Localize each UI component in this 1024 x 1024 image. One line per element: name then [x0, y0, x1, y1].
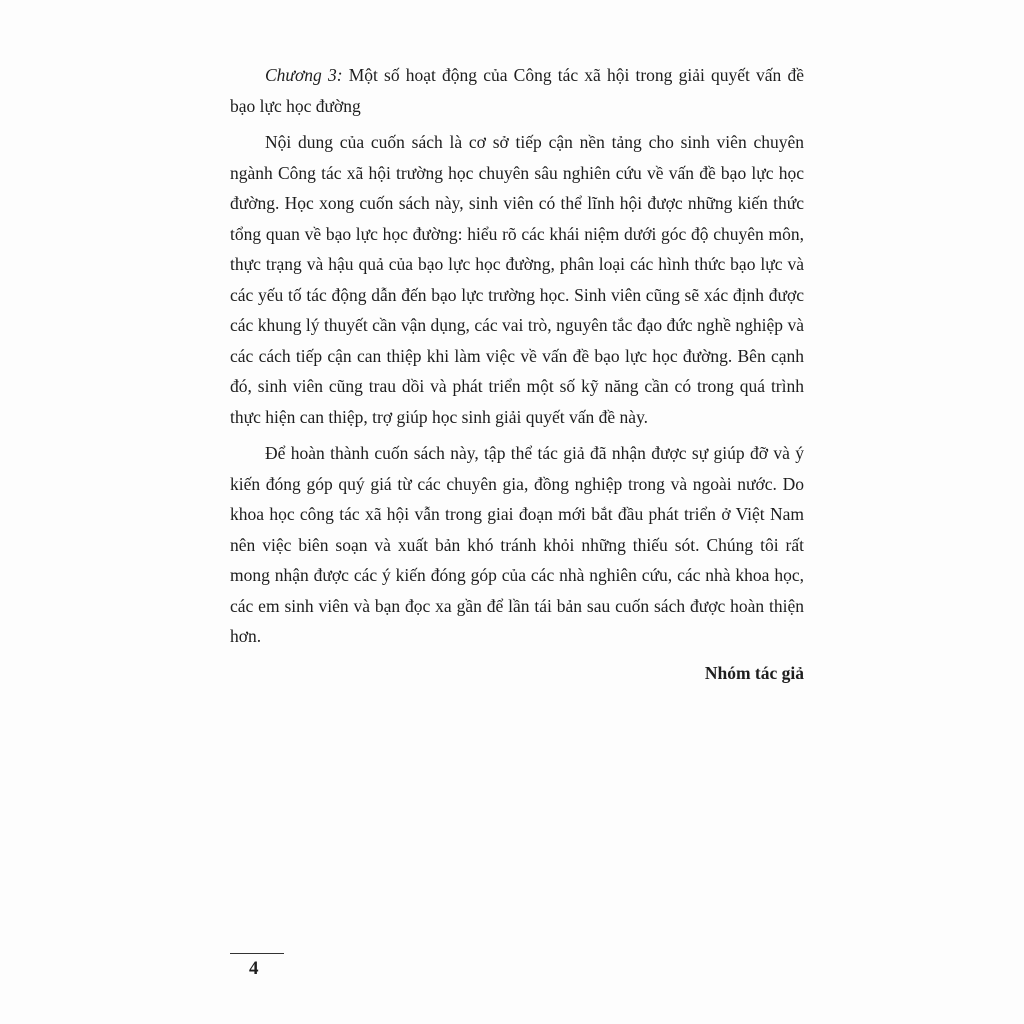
footer-divider	[230, 953, 284, 954]
paragraph-content-overview: Nội dung của cuốn sách là cơ sở tiếp cận nền tảng cho sinh viên chuyên ngành Công tác xã hội trường học chuyên sâu nghiên cứu về vấn đề bạo lực học đường. Học xong cuốn sách này, sinh viên có thể lĩnh hội được những kiến thức tổng quan về bạo lực học đường: hiểu rõ các khái niệm dưới góc độ chuyên môn, thực trạng và hậu quả của bạo lực học đường, phân loại các hình thức bạo lực và các yếu tố tác động dẫn đến bạo lực trường học. Sinh viên cũng sẽ xác định được các khung lý thuyết cần vận dụng, các vai trò, nguyên tắc đạo đức nghề nghiệp và các cách tiếp cận can thiệp khi làm việc về vấn đề bạo lực học đường. Bên cạnh đó, sinh viên cũng trau dồi và phát triển một số kỹ năng cần có trong quá trình thực hiện can thiệp, trợ giúp học sinh giải quyết vấn đề này.	[230, 132, 804, 427]
paragraph-acknowledgement: Để hoàn thành cuốn sách này, tập thể tác giả đã nhận được sự giúp đỡ và ý kiến đóng góp quý giá từ các chuyên gia, đồng nghiệp trong và ngoài nước. Do khoa học công tác xã hội vẫn trong giai đoạn mới bắt đầu phát triển ở Việt Nam nên việc biên soạn và xuất bản khó tránh khỏi những thiếu sót. Chúng tôi rất mong nhận được các ý kiến đóng góp của các nhà nghiên cứu, các nhà khoa học, các em sinh viên và bạn đọc xa gần để lần tái bản sau cuốn sách được hoàn thiện hơn.	[230, 443, 804, 646]
chapter-label: Chương 3:	[265, 65, 343, 85]
chapter-title: Một số hoạt động của Công tác xã hội trong giải quyết vấn đề bạo lực học đường	[230, 65, 804, 116]
page-number: 4	[249, 958, 259, 979]
chapter-line	[230, 60, 804, 121]
author-signature: Nhóm tác giả	[704, 662, 804, 683]
body-text	[230, 60, 804, 688]
